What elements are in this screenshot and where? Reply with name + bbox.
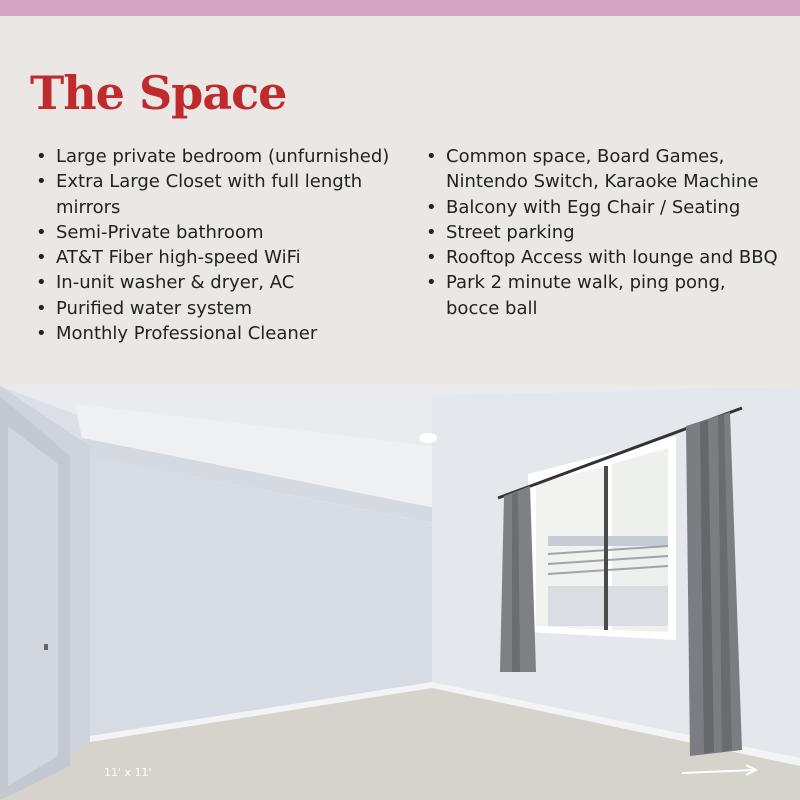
list-item: • Balcony with Egg Chair / Seating bbox=[420, 195, 780, 220]
amenities-list-right bbox=[420, 144, 780, 321]
room-photo bbox=[0, 386, 800, 800]
info-panel bbox=[0, 16, 800, 386]
list-item: • Common space, Board Games, Nintendo Switch, Karaoke Machine bbox=[420, 144, 780, 195]
list-item: • Park 2 minute walk, ping pong, bocce ball bbox=[420, 270, 780, 321]
room-size-label: 11' x 11' bbox=[104, 766, 152, 779]
list-item: • Semi-Private bathroom bbox=[30, 220, 420, 245]
list-item: • Large private bedroom (unfurnished) bbox=[30, 144, 420, 169]
list-item: • Monthly Professional Cleaner bbox=[30, 321, 420, 346]
top-accent-bar bbox=[0, 0, 800, 16]
amenities-list-left bbox=[30, 144, 420, 346]
list-item: • Purified water system bbox=[30, 296, 420, 321]
list-item: • Street parking bbox=[420, 220, 780, 245]
page-title: The Space bbox=[30, 66, 287, 120]
list-item: • Rooftop Access with lounge and BBQ bbox=[420, 245, 780, 270]
list-item: • Extra Large Closet with full length mirrors bbox=[30, 169, 420, 220]
right-arrow-icon[interactable] bbox=[680, 764, 760, 778]
list-item: • In-unit washer & dryer, AC bbox=[30, 270, 420, 295]
list-item: • AT&T Fiber high-speed WiFi bbox=[30, 245, 420, 270]
